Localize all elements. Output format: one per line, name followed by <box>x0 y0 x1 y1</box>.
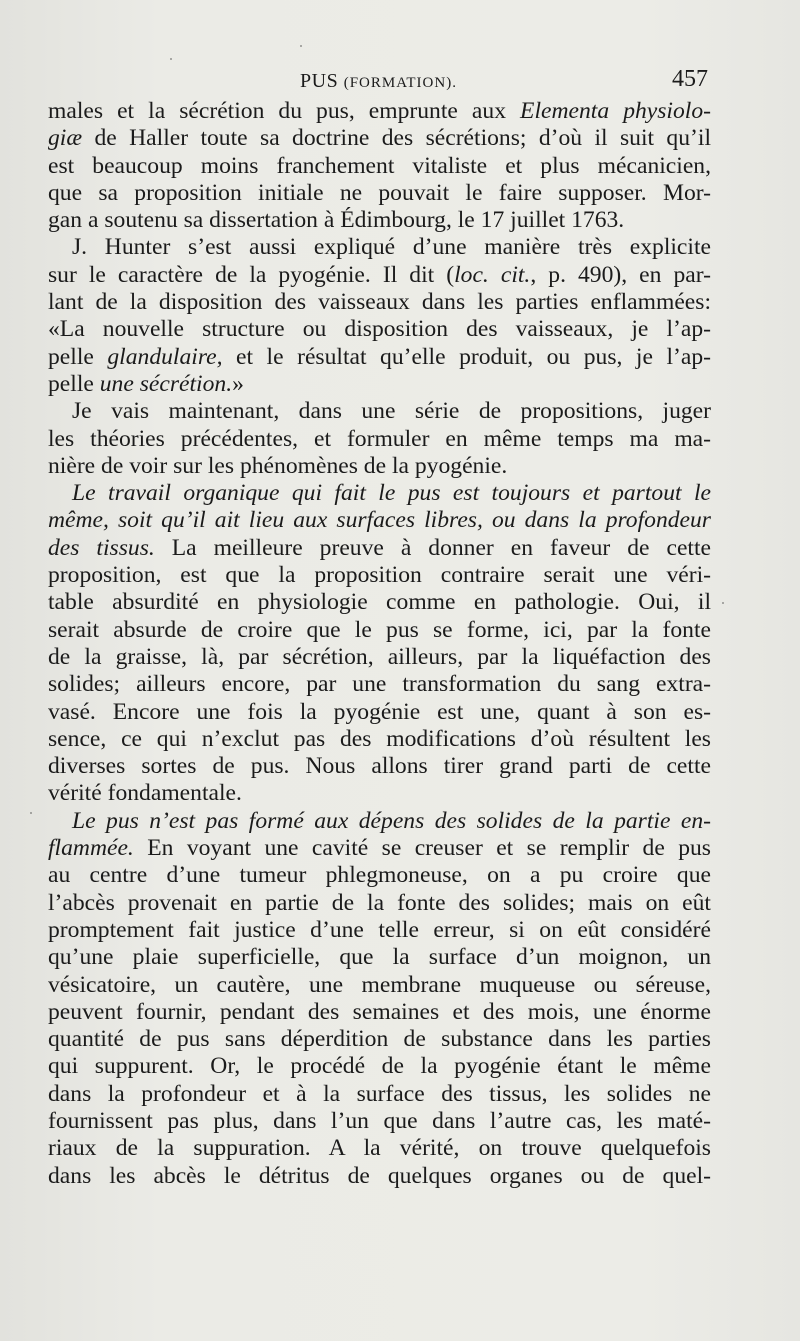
text-segment: En voyant une cavité se creuser et se remplir de pus <box>133 835 711 862</box>
text-segment: males et la sécrétion du pus, emprunte aux <box>48 98 521 124</box>
text-line <box>48 1108 711 1135</box>
text-line <box>48 289 711 316</box>
text-segment: dans la profondeur et à la surface des tissus, les solides ne <box>48 1080 711 1107</box>
text-line <box>48 671 711 698</box>
text-segment: nière de voir sur les phénomènes de la pyogénie. <box>48 452 508 479</box>
paper-speck <box>722 602 724 604</box>
text-segment: au centre d’une tumeur phlegmoneuse, on a pu croire que <box>48 862 711 889</box>
italic-text: Le travail organique qui fait le pus est toujours et partout le <box>72 480 711 507</box>
body-text <box>48 98 711 1190</box>
paper-speck <box>170 58 172 60</box>
running-title-main: PUS <box>300 70 339 92</box>
text-line <box>48 234 711 261</box>
text-segment: est beaucoup moins franchement vitaliste et plus mécanicien, <box>48 152 711 179</box>
text-segment: , p. 490), en par- <box>530 261 711 288</box>
paper-speck <box>300 45 302 47</box>
running-title <box>300 70 457 93</box>
italic-text: Elementa physiolo- <box>520 98 711 124</box>
text-line <box>48 835 711 862</box>
text-line <box>48 780 711 807</box>
text-segment: l’abcès provenait en partie de la fonte des solides; mais on eût <box>48 889 711 916</box>
text-line <box>48 999 711 1026</box>
text-line <box>48 944 711 971</box>
text-segment: vésicatoire, un cautère, une membrane muqueuse ou séreuse, <box>48 971 711 998</box>
text-segment: sur le caractère de la pyogénie. Il dit ( <box>48 261 455 288</box>
text-segment: J. Hunter s’est aussi expliqué d’une manière très explicite <box>72 234 711 261</box>
text-line <box>48 262 711 289</box>
text-line <box>48 972 711 999</box>
text-line <box>48 125 711 152</box>
text-segment: lant de la disposition des vaisseaux dans les parties enflammées: <box>48 289 711 316</box>
text-segment: de Haller toute sa doctrine des sécrétions; d’où il suit qu’il <box>82 125 711 152</box>
text-segment: proposition, est que la proposition contraire serait une véri- <box>48 562 711 589</box>
text-line <box>48 426 711 453</box>
text-segment: La meilleure preuve à donner en faveur de cette <box>154 534 711 561</box>
italic-text: loc. cit. <box>454 261 531 288</box>
italic-text: giæ <box>48 125 83 152</box>
text-segment: diverses sortes de pus. Nous allons tirer grand parti de cette <box>48 753 711 780</box>
text-segment: table absurdité en physiologie comme en pathologie. Oui, il <box>48 589 711 616</box>
text-line <box>48 1135 711 1162</box>
text-line <box>48 180 711 207</box>
text-segment: promptement fait justice d’une telle erreur, si on eût considéré <box>48 916 711 943</box>
italic-text: Le pus n’est pas formé aux dépens des solides de la partie en- <box>72 807 711 834</box>
text-line <box>48 753 711 780</box>
page-number: 457 <box>672 66 708 92</box>
text-line <box>48 617 711 644</box>
text-segment: Je vais maintenant, dans une série de propositions, juger <box>72 398 711 425</box>
text-segment: que sa proposition initiale ne pouvait le faire supposer. Mor- <box>48 179 711 206</box>
text-line <box>48 644 711 671</box>
text-line <box>48 316 711 343</box>
text-segment: et le résultat qu’elle produit, ou pus, je l’ap- <box>222 343 712 370</box>
text-line <box>48 726 711 753</box>
italic-text: une sécrétion. <box>99 370 233 397</box>
text-segment: qui suppurent. Or, le procédé de la pyogénie étant le même <box>48 1053 711 1080</box>
text-line <box>48 1026 711 1053</box>
text-segment: fournissent pas plus, dans l’un que dans l’autre cas, les maté- <box>48 1107 711 1134</box>
italic-text: des tissus. <box>48 534 155 561</box>
text-segment: sence, ce qui n’exclut pas des modifications d’où résultent les <box>48 725 711 752</box>
text-line <box>48 890 711 917</box>
text-segment: les théories précédentes, et formuler en même temps ma ma- <box>48 425 711 452</box>
text-line <box>48 371 711 398</box>
text-line <box>48 344 711 371</box>
text-line <box>48 480 711 507</box>
text-segment: pelle <box>48 343 108 370</box>
text-segment: gan a soutenu sa dissertation à Édimbourg, le 17 juillet 1763. <box>48 207 625 234</box>
text-segment: vérité fondamentale. <box>48 780 242 807</box>
text-line <box>48 398 711 425</box>
italic-text: flammée. <box>48 835 134 862</box>
text-segment: pelle <box>48 370 100 397</box>
italic-text: glandulaire, <box>107 343 223 370</box>
text-segment: vasé. Encore une fois la pyogénie est une, quant à son es- <box>48 698 711 725</box>
text-segment: serait absurde de croire que le pus se forme, ici, par la fonte <box>48 616 711 643</box>
text-line <box>48 153 711 180</box>
text-segment: solides; ailleurs encore, par une transformation du sang extra- <box>48 671 711 698</box>
text-line <box>48 98 711 125</box>
text-segment: dans les abcès le détritus de quelques organes ou de quel- <box>48 1162 711 1189</box>
text-line <box>48 1081 711 1108</box>
text-segment: » <box>232 370 244 397</box>
text-line <box>48 453 711 480</box>
text-segment: «La nouvelle structure ou disposition des vaisseaux, je l’ap- <box>48 316 711 343</box>
text-line <box>48 1163 711 1190</box>
text-segment: de la graisse, là, par sécrétion, ailleurs, par la liquéfaction des <box>48 643 711 670</box>
paper-speck <box>30 812 32 814</box>
text-line <box>48 917 711 944</box>
page-header <box>0 66 800 98</box>
italic-text: même, soit qu’il ait lieu aux surfaces libres, ou dans la profondeur <box>48 507 711 534</box>
text-line <box>48 808 711 835</box>
text-line <box>48 535 711 562</box>
text-segment: qu’une plaie superficielle, que la surface d’un moignon, un <box>48 944 711 971</box>
text-segment: peuvent fournir, pendant des semaines et des mois, une énorme <box>48 998 711 1025</box>
text-segment: riaux de la suppuration. A la vérité, on trouve quelquefois <box>48 1135 711 1162</box>
text-segment: quantité de pus sans déperdition de substance dans les parties <box>48 1026 711 1053</box>
running-title-sub: (FORMATION). <box>343 75 457 91</box>
text-line <box>48 207 711 234</box>
text-line <box>48 699 711 726</box>
text-line <box>48 862 711 889</box>
text-line <box>48 507 711 534</box>
text-line <box>48 562 711 589</box>
text-line <box>48 589 711 616</box>
text-line <box>48 1053 711 1080</box>
